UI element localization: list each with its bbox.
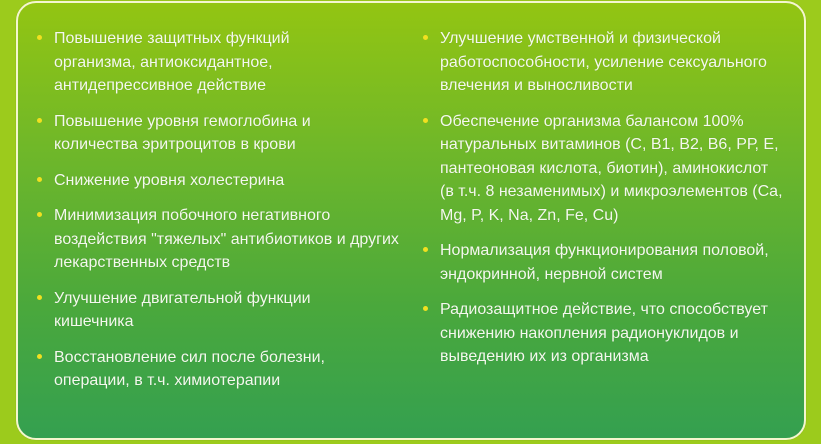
bullet-icon xyxy=(423,247,428,252)
list-item xyxy=(34,110,364,157)
list-item xyxy=(34,27,344,98)
list-item xyxy=(420,27,785,98)
bullet-icon xyxy=(37,177,42,182)
bullet-icon xyxy=(37,212,42,217)
list-item xyxy=(420,298,770,369)
list-item xyxy=(34,346,379,393)
bullet-icon xyxy=(37,295,42,300)
bullet-icon xyxy=(423,306,428,311)
list-item xyxy=(34,204,399,275)
list-item-text: Повышение защитных функций организма, антиоксидантное, антидепрессивное действие xyxy=(54,30,290,94)
bullet-icon xyxy=(423,35,428,40)
list-item-text: Повышение уровня гемоглобина и количества эритроцитов в крови xyxy=(54,112,311,153)
list-item-text: Улучшение умственной и физической работоспособности, усиление сексуального влечения и выносливости xyxy=(440,30,767,94)
list-item xyxy=(420,110,785,228)
bullet-icon xyxy=(37,118,42,123)
list-item xyxy=(420,239,770,286)
list-item-text: Минимизация побочного негативного воздействия "тяжелых" антибиотиков и других лекарственных средств xyxy=(54,207,399,271)
benefits-panel xyxy=(16,1,806,440)
list-item-text: Снижение уровня холестерина xyxy=(54,171,285,189)
benefits-list-left xyxy=(34,27,399,405)
list-item xyxy=(34,169,394,193)
list-item-text: Радиозащитное действие, что способствует снижению накопления радионуклидов и выведению их из организма xyxy=(440,301,768,365)
bullet-icon xyxy=(37,354,42,359)
list-item-text: Нормализация функционирования половой, эндокринной, нервной систем xyxy=(440,242,769,283)
list-item-text: Восстановление сил после болезни, операции, в т.ч. химиотерапии xyxy=(54,348,325,389)
benefits-list-right xyxy=(420,27,783,381)
bullet-icon xyxy=(37,35,42,40)
list-item-text: Обеспечение организма балансом 100% натуральных витаминов (С, В1, В2, В6, РР, Е, пантеоновая кислота, биотин), аминокислот (в т.ч. 8 незаменимых) и микроэлементов (Ca, Mg, P, K, Na, Zn, Fe, Cu) xyxy=(440,112,783,224)
list-item xyxy=(34,287,364,334)
list-item-text: Улучшение двигательной функции кишечника xyxy=(54,289,311,330)
bullet-icon xyxy=(423,118,428,123)
